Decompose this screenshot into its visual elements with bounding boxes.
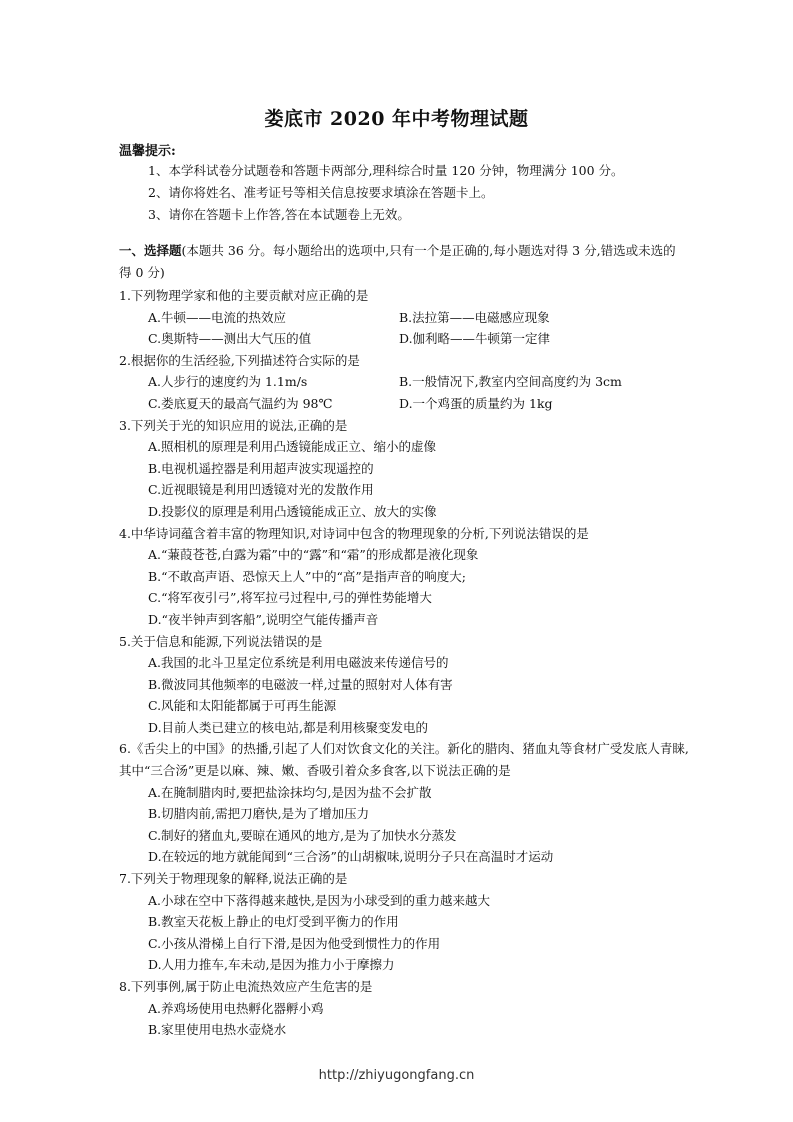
question-1 [119, 285, 689, 350]
option-d: D.“夜半钟声到客船”,说明空气能传播声音 [148, 611, 379, 627]
question-7 [119, 868, 689, 976]
option-b: B.电视机遥控器是利用超声波实现遥控的 [148, 460, 374, 476]
option-b: B.法拉第——电磁感应现象 [399, 309, 550, 325]
option-d: D.伽利略——牛顿第一定律 [399, 331, 551, 347]
question-stem: 3.下列关于光的知识应用的说法,正确的是 [119, 417, 348, 433]
option-c: C.奥斯特——测出大气压的值 [148, 331, 312, 347]
question-stem: 1.下列物理学家和他的主要贡献对应正确的是 [119, 288, 369, 303]
section-description: (本题共 36 分。每小题给出的选项中,只有一个是正确的,每小题选对得 3 分,错选或未选的得 0 分) [119, 243, 676, 280]
option-d: D.目前人类已建立的核电站,都是利用核聚变发电的 [148, 719, 429, 735]
section-label: 一、选择题 [119, 243, 182, 258]
option-a: A.在腌制腊肉时,要把盐涂抹均匀,是因为盐不会扩散 [148, 784, 432, 800]
notice-list [148, 160, 624, 226]
option-c: C.近视眼镜是利用凹透镜对光的发散作用 [148, 482, 374, 498]
question-stem: 7.下列关于物理现象的解释,说法正确的是 [119, 871, 348, 887]
option-a: A.照相机的原理是利用凸透镜能成正立、缩小的虚像 [148, 439, 437, 455]
option-d: D.人用力推车,车未动,是因为推力小于摩擦力 [148, 957, 395, 973]
options-grid [119, 371, 689, 414]
notice-item: 1、本学科试卷分试题卷和答题卡两部分,理科综合时量 120 分钟，物理满分 100 分。 [148, 163, 624, 178]
option-b: B.微波同其他频率的电磁波一样,过量的照射对人体有害 [148, 676, 453, 692]
question-2 [119, 350, 689, 415]
question-8 [119, 976, 689, 1041]
option-c: C.“将军夜引弓”,将军拉弓过程中,弓的弹性势能增大 [148, 590, 432, 606]
section-header [119, 240, 679, 284]
option-c: C.制好的猪血丸,要晾在通风的地方,是为了加快水分蒸发 [148, 827, 457, 843]
option-b: B.家里使用电热水壶烧水 [148, 1022, 287, 1038]
question-3 [119, 415, 689, 523]
footer-url: http://zhiyugongfang.cn [318, 1068, 475, 1083]
notice-item: 2、请你将姓名、准考证号等相关信息按要求填涂在答题卡上。 [148, 185, 494, 200]
question-stem: 4.中华诗词蕴含着丰富的物理知识,对诗词中包含的物理现象的分析,下列说法错误的是 [119, 525, 589, 541]
question-6 [119, 738, 689, 868]
option-d: D.在较远的地方就能闻到“三合汤”的山胡椒味,说明分子只在高温时才运动 [148, 849, 554, 865]
option-a: A.小球在空中下落得越来越快,是因为小球受到的重力越来越大 [148, 892, 490, 908]
option-d: D.一个鸡蛋的质量约为 1kg [399, 395, 553, 411]
options-grid [119, 307, 689, 350]
question-4 [119, 523, 689, 631]
option-b: B.切腊肉前,需把刀磨快,是为了增加压力 [148, 806, 370, 822]
option-c: C.风能和太阳能都属于可再生能源 [148, 698, 337, 714]
question-stem: 5.关于信息和能源,下列说法错误的是 [119, 633, 323, 649]
question-list [119, 285, 689, 1041]
page-title: 娄底市 2020 年中考物理试题 [264, 108, 529, 130]
option-b: B.“不敢高声语、恐惊天上人”中的“高”是指声音的响度大; [148, 568, 466, 584]
notice-item: 3、请你在答题卡上作答,答在本试题卷上无效。 [148, 207, 410, 222]
option-a: A.养鸡场使用电热孵化器孵小鸡 [148, 1000, 324, 1016]
option-b: B.教室天花板上静止的电灯受到平衡力的作用 [148, 914, 399, 930]
option-a: A.人步行的速度约为 1.1m/s [148, 374, 308, 390]
option-a: A.牛顿——电流的热效应 [148, 309, 287, 325]
option-a: A.“蒹葭苍苍,白露为霜”中的“露”和“霜”的形成都是液化现象 [148, 547, 479, 563]
question-stem: 6.《舌尖上的中国》的热播,引起了人们对饮食文化的关注。新化的腊肉、猪血丸等食材广受发底人青睐,其中“三合汤”更是以麻、辣、嫩、香吸引着众多食客,以下说法正确的是 [119, 741, 689, 779]
question-stem: 8.下列事例,属于防止电流热效应产生危害的是 [119, 979, 373, 994]
option-a: A.我国的北斗卫星定位系统是利用电磁波来传递信号的 [148, 655, 449, 671]
option-c: C.小孩从滑梯上自行下滑,是因为他受到惯性力的作用 [148, 935, 441, 951]
option-b: B.一般情况下,教室内空间高度约为 3cm [399, 374, 622, 390]
question-stem: 2.根据你的生活经验,下列描述符合实际的是 [119, 352, 360, 368]
notice-heading: 温馨提示: [119, 144, 176, 159]
option-d: D.投影仪的原理是利用凸透镜能成正立、放大的实像 [148, 503, 437, 519]
question-5 [119, 631, 689, 739]
option-c: C.娄底夏天的最高气温约为 98℃ [148, 395, 333, 411]
